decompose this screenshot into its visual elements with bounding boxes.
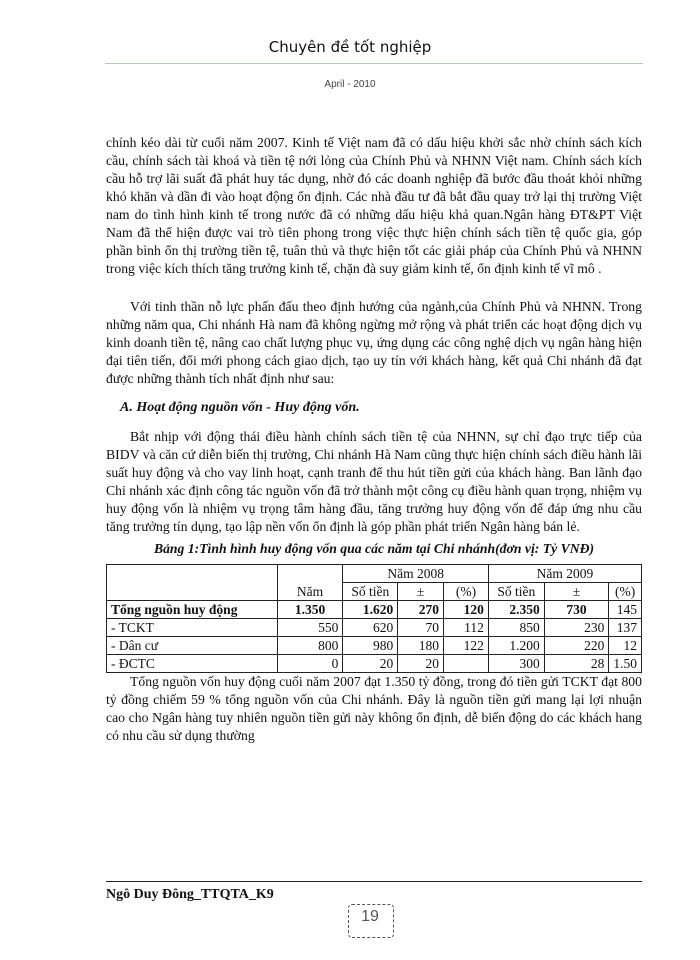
row-label: Tổng nguồn huy động bbox=[107, 601, 278, 619]
cell-2007: 800 bbox=[277, 637, 343, 655]
cell-pct-2008: 122 bbox=[444, 637, 489, 655]
cell-amount-2008: 20 bbox=[343, 655, 398, 673]
header-date: April - 2010 bbox=[324, 79, 376, 90]
paragraph-2: Với tinh thần nỗ lực phấn đấu theo định hướng của ngành,của Chính Phủ và NHNN. Trong những năm qua, Chi nhánh Hà nam đã không ngừng mở rộng và phát triển các hoạt động dịch vụ kinh doanh tiền tệ, nâng cao chất lượng phục vụ, ứng dụng các công nghệ dịch vụ ngân hàng hiện đại tiên tiến, đổi mới phong cách giao dịch, tạo uy tín với khách hàng, kết quả Chi nhánh đã đạt được những thành tích nhất định như sau: bbox=[106, 299, 642, 386]
col-pct-2009: (%) bbox=[609, 583, 642, 601]
footer-divider bbox=[106, 881, 642, 882]
table-year-2009: Năm 2009 bbox=[488, 565, 641, 583]
section-heading: A. Hoạt động nguồn vốn - Huy động vốn. bbox=[120, 400, 360, 415]
cell-diff-2009: 28 bbox=[544, 655, 609, 673]
paragraph-1: chính kéo dài từ cuối năm 2007. Kinh tế Việt nam đã có dấu hiệu khởi sắc nhờ chính sách kích cầu, chính sách tài khoá và tiền tệ nới lỏng của Chính Phủ và NHNN Việt nam. Chính sách kích cầu hỗ trợ lãi suất đã phát huy tác dụng, nhờ đó các doanh nghiệp đã bước đầu thoát khỏi những khó khăn và dần đi vào hoạt động ổn định. Các nhà đầu tư đã bắt đầu quay trở lại thị trường Việt nam do tình hình kinh tế trong nước đã có những dấu hiệu khả quan.Ngân hàng ĐT&PT Việt Nam đã thể hiện được vai trò tiên phong trong việc thực hiện chính sách tiền tệ quốc gia, góp phần bình ổn thị trường tiền tệ, tuân thủ và thực hiện tốt các giải pháp của Chính Phủ và NHNN trong việc kích thích tăng trưởng kinh tế, chặn đà suy giảm kinh tế, ổn định kinh tế vĩ mô . bbox=[106, 135, 642, 276]
cell-diff-2009: 730 bbox=[544, 601, 609, 619]
table-row bbox=[107, 637, 642, 655]
cell-pct-2008: 120 bbox=[444, 601, 489, 619]
cell-pct-2009: 12 bbox=[609, 637, 642, 655]
table-row bbox=[107, 655, 642, 673]
cell-amount-2009: 1.200 bbox=[488, 637, 544, 655]
document-body bbox=[106, 134, 642, 745]
cell-2007: 0 bbox=[277, 655, 343, 673]
page-number: 19 bbox=[361, 908, 379, 925]
table-year-2008: Năm 2008 bbox=[343, 565, 488, 583]
table-caption: Bảng 1:Tình hình huy động vốn qua các năm tại Chi nhánh(đơn vị: Tỷ VNĐ) bbox=[153, 541, 595, 556]
paragraph-4: Tổng nguồn vốn huy động cuối năm 2007 đạt 1.350 tỷ đồng, trong đó tiền gửi TCKT đạt 800 tỷ đồng chiếm 59 % tổng nguồn vốn của Chi nhánh. Đây là nguồn tiền gửi mang lại lợi nhuận cao cho Ngân hàng tuy nhiên nguồn tiền gửi này không ổn định, dễ biến động do các khách hang có nhu cầu sử dụng thường bbox=[106, 674, 642, 743]
col-diff-2009: ± bbox=[544, 583, 609, 601]
paragraph-3: Bắt nhịp với động thái điều hành chính sách tiền tệ của NHNN, sự chỉ đạo trực tiếp của BIDV và căn cứ diễn biến thị trường, Chi nhánh Hà Nam cũng thực hiện chính sách điều hành lãi suất huy động và cho vay linh hoạt, cạnh tranh để thu hút tiền gửi của khách hàng. Ban lãnh đạo Chi nhánh xác định công tác nguồn vốn đã trở thành một công cụ điều hành quan trọng, nhiệm vụ huy động vốn là nhiệm vụ trọng tâm hàng đầu, tăng trưởng huy động vốn để đáp ứng nhu cầu tăng trưởng tín dụng, tạo lập nền vốn ổn định là góp phần phát triển Ngân hàng bán lẻ. bbox=[106, 429, 642, 534]
cell-amount-2009: 2.350 bbox=[488, 601, 544, 619]
col-diff-2008: ± bbox=[398, 583, 444, 601]
col-amount-2008: Số tiền bbox=[343, 583, 398, 601]
cell-diff-2009: 230 bbox=[544, 619, 609, 637]
cell-diff-2008: 20 bbox=[398, 655, 444, 673]
table-corner-cell bbox=[107, 565, 278, 601]
capital-table bbox=[106, 564, 642, 673]
table-header-row-1 bbox=[107, 565, 642, 583]
col-amount-2009: Số tiền bbox=[488, 583, 544, 601]
table-year-label: Năm bbox=[277, 565, 343, 601]
cell-pct-2008 bbox=[444, 655, 489, 673]
table-row bbox=[107, 601, 642, 619]
cell-diff-2009: 220 bbox=[544, 637, 609, 655]
cell-pct-2009: 137 bbox=[609, 619, 642, 637]
header-divider bbox=[105, 63, 643, 64]
cell-pct-2008: 112 bbox=[444, 619, 489, 637]
cell-diff-2008: 270 bbox=[398, 601, 444, 619]
cell-2007: 550 bbox=[277, 619, 343, 637]
cell-diff-2008: 180 bbox=[398, 637, 444, 655]
cell-amount-2009: 850 bbox=[488, 619, 544, 637]
cell-amount-2008: 620 bbox=[343, 619, 398, 637]
cell-amount-2008: 980 bbox=[343, 637, 398, 655]
cell-amount-2009: 300 bbox=[488, 655, 544, 673]
cell-amount-2008: 1.620 bbox=[343, 601, 398, 619]
row-label: - Dân cư bbox=[107, 637, 278, 655]
cell-pct-2009: 1.50 bbox=[609, 655, 642, 673]
header-title: Chuyên đề tốt nghiệp bbox=[268, 38, 432, 56]
table-row bbox=[107, 619, 642, 637]
cell-2007: 1.350 bbox=[277, 601, 343, 619]
footer-author: Ngô Duy Đông_TTQTA_K9 bbox=[106, 887, 274, 902]
row-label: - ĐCTC bbox=[107, 655, 278, 673]
col-pct-2008: (%) bbox=[444, 583, 489, 601]
row-label: - TCKT bbox=[107, 619, 278, 637]
cell-pct-2009: 145 bbox=[609, 601, 642, 619]
cell-diff-2008: 70 bbox=[398, 619, 444, 637]
